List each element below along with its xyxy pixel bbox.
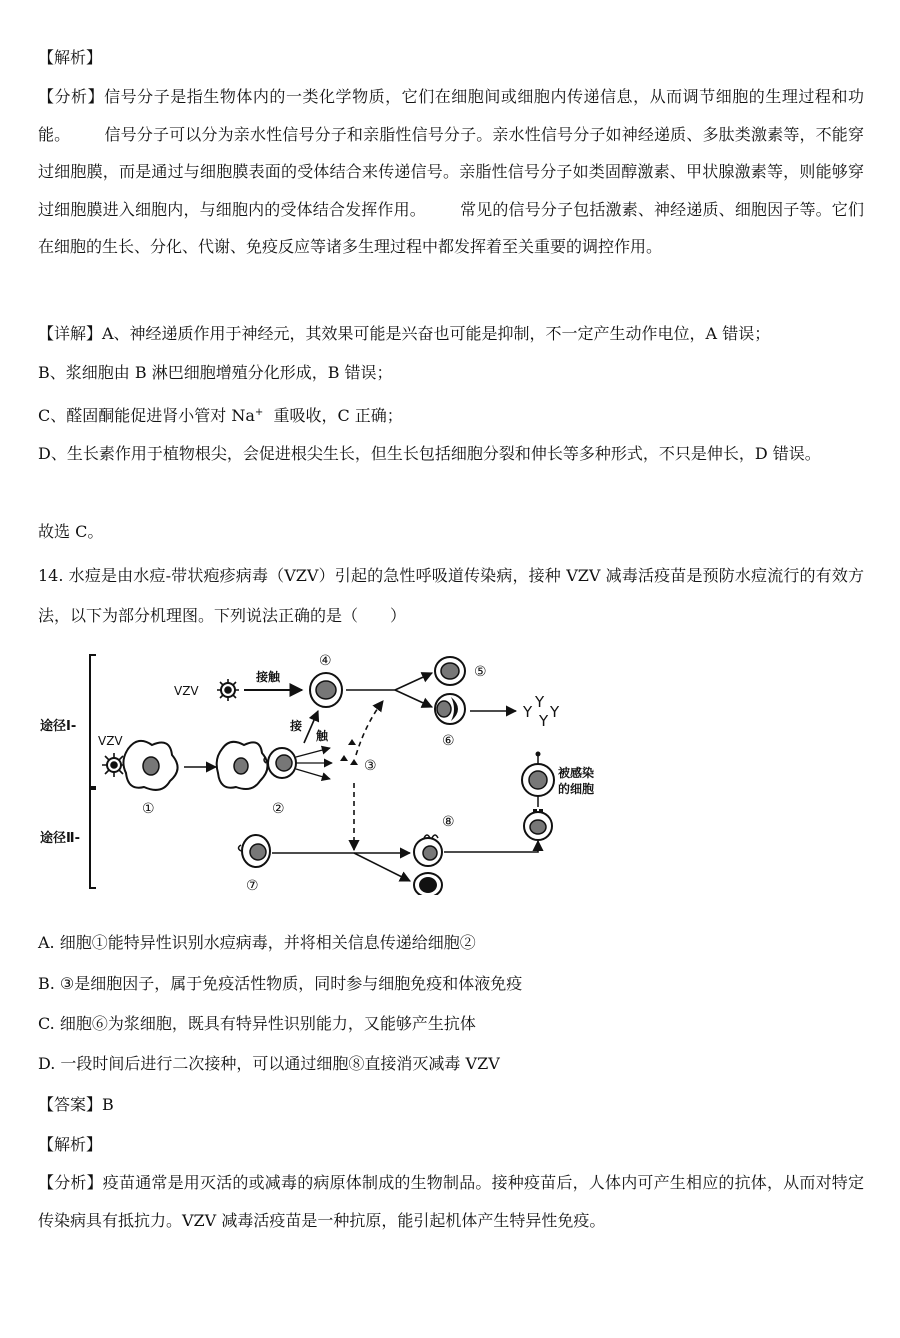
q14-jiexi-label: 【解析】	[38, 1135, 103, 1154]
route-brackets	[90, 655, 96, 888]
antibody-3: Y	[539, 712, 549, 730]
route-1-label: 途径Ⅰ-	[40, 719, 77, 734]
detail-b: B、浆细胞由 B 淋巴细胞增殖分化形成，B 错误；	[38, 363, 393, 382]
antibodies	[522, 693, 560, 730]
memory-t-cell	[414, 873, 442, 895]
immune-mechanism-diagram	[38, 645, 598, 895]
analysis-paragraph	[38, 78, 864, 266]
analysis-text-3: 常见的信号分子包括激素、神经递质、细胞因子等。它们在细胞的生长、分化、代谢、免疫反应等诸多生理过程中都发挥着至关重要的调控作用。	[38, 199, 864, 256]
option-a: A. 细胞①能特异性识别水痘病毒，并将相关信息传递给细胞②	[38, 933, 476, 952]
detail-a: 【详解】A、神经递质作用于神经元，其效果可能是兴奋也可能是抑制，不一定产生动作电位，A 错误；	[38, 324, 771, 343]
analysis-text-2: 信号分子可以分为亲水性信号分子和亲脂性信号分子。亲水性信号分子如神经递质、多肽类激素等，不能穿过细胞膜，而是通过与细胞膜表面的受体结合来传递信号。亲脂性信号分子如类固醇激素、甲状腺激素等，则能够穿过细胞膜进入细胞内，与细胞内的受体结合发挥作用。	[38, 124, 864, 219]
cell-1-number: ①	[142, 801, 155, 817]
question-14-stem: 14. 水痘是由水痘-带状疱疹病毒（VZV）引起的急性呼吸道传染病，接种 VZV 减毒活疫苗是预防水痘流行的有效方法，以下为部分机理图。下列说法正确的是（ ）	[38, 566, 864, 625]
vzv-label-left: VZV	[98, 734, 123, 748]
antibody-2: Y	[535, 693, 545, 711]
detail-c	[38, 402, 403, 427]
cytokine-arrows	[296, 748, 332, 779]
effector-t-cell	[524, 809, 552, 840]
detail-c-sup: +	[254, 407, 264, 418]
cell-2-helper-t	[264, 748, 296, 778]
detail-c-post: 重吸收，C 正确；	[263, 406, 403, 425]
cell-6-number: ⑥	[442, 733, 455, 749]
antibody-4: Y	[550, 703, 560, 721]
cell-8-number: ⑧	[442, 814, 455, 830]
jiexi-label: 【解析】	[38, 48, 103, 67]
detail-d: D、生长素作用于植物根尖，会促进根尖生长，但生长包括细胞分裂和伸长等多种形式，不只是伸长，D 错误。	[38, 444, 821, 463]
answer: 【答案】B	[38, 1095, 114, 1114]
contact-v2: 触	[316, 729, 329, 743]
cell-5-number: ⑤	[474, 664, 487, 680]
vzv-virus-left-icon	[102, 753, 126, 777]
detail-c-pre: C、醛固酮能促进肾小管对 Na	[38, 406, 255, 425]
vzv-virus-top-icon	[217, 679, 239, 701]
cytokines-3	[340, 739, 358, 765]
cell-4-number: ④	[319, 653, 332, 669]
contact-label: 接触	[256, 670, 281, 684]
cell-6-plasma-cell	[435, 694, 465, 724]
analysis-text-1: 【分析】信号分子是指生物体内的一类化学物质，它们在细胞间或细胞内传递信息，从而调节细胞的生理过程和功能。	[38, 87, 864, 144]
cell-1-apc	[123, 741, 177, 790]
infected-cell	[522, 752, 554, 808]
cytokine-number: ③	[364, 758, 377, 774]
route-2-label: 途径Ⅱ-	[40, 831, 80, 846]
cell-7-cytotoxic-t	[239, 835, 271, 867]
cell-2-apc	[217, 742, 268, 789]
contact-v1: 接	[290, 719, 303, 733]
infected-cell-label-1: 被感染	[558, 766, 595, 780]
option-c: C. 细胞⑥为浆细胞，既具有特异性识别能力，又能够产生抗体	[38, 1014, 476, 1033]
cell-8-activated-t	[414, 835, 442, 866]
conclusion: 故选 C。	[38, 522, 104, 541]
option-b: B. ③是细胞因子，属于免疫活性物质，同时参与细胞免疫和体液免疫	[38, 974, 523, 993]
cell-2-number: ②	[272, 801, 285, 817]
cell-4-b-cell	[310, 673, 342, 707]
q14-analysis: 【分析】疫苗通常是用灭活的或减毒的病原体制成的生物制品。接种疫苗后，人体内可产生相应的抗体，从而对特定传染病具有抵抗力。VZV 减毒活疫苗是一种抗原，能引起机体产生特异性免疫。	[38, 1173, 864, 1230]
cell-7-number: ⑦	[246, 878, 259, 894]
infected-cell-label-2: 的细胞	[558, 782, 595, 796]
cell-5-memory-b	[435, 657, 465, 685]
antibody-1: Y	[523, 703, 533, 721]
option-d: D. 一段时间后进行二次接种，可以通过细胞⑧直接消灭减毒 VZV	[38, 1054, 500, 1073]
vzv-label-top: VZV	[174, 684, 199, 698]
